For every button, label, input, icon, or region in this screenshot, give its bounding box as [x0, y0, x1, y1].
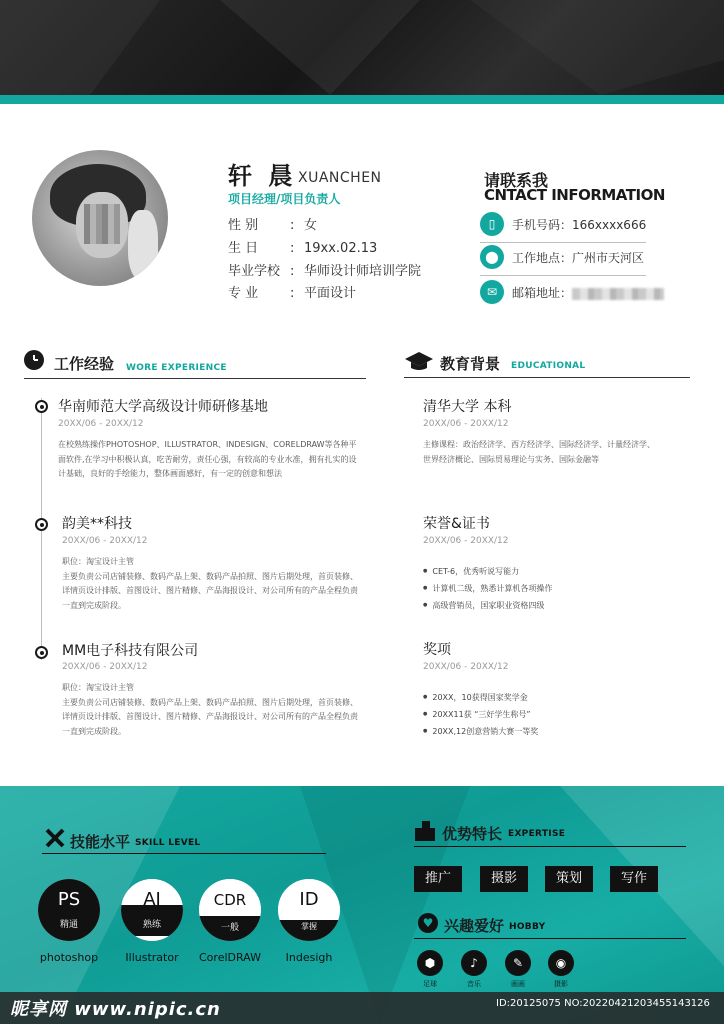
- music-icon: ♪: [461, 950, 487, 976]
- header-stripe: [0, 95, 724, 104]
- info-key: 毕业学校: [228, 264, 281, 279]
- job-name: MM电子科技有限公司: [62, 643, 199, 659]
- skill-abbr: AI: [143, 889, 161, 910]
- hobby-divider: [414, 938, 686, 939]
- info-row-gender: 性 别 : 女: [228, 214, 317, 233]
- tools-icon: [44, 827, 66, 849]
- school-name: 清华大学 本科: [423, 399, 512, 415]
- clock-icon: [24, 350, 44, 370]
- location-pin-icon: ⬤: [480, 245, 504, 269]
- contact-title: 请联系我: [484, 171, 549, 190]
- job-desc: 在校熟练操作PHOTOSHOP、ILLUSTRATOR、INDESIGN、CORELDRAW等各种平 面软件,在学习中积极认真，吃苦耐劳，责任心强，有较高的专业水准，拥有扎实的设 计基础，良好的手绘能力，整体画面感好，有一定的创意和想法: [58, 440, 357, 478]
- contact-address: [480, 245, 646, 276]
- skills-divider: [42, 853, 326, 854]
- skill-level: 熟练: [142, 920, 161, 930]
- info-value: 华师设计师培训学院: [304, 264, 422, 279]
- skill-level: 一般: [220, 923, 239, 933]
- hobby-item: [543, 950, 579, 989]
- name: 轩 晨: [228, 162, 297, 190]
- hobby-item: [500, 950, 536, 989]
- awards-list: [423, 692, 538, 743]
- job-date: 20XX/06 - 20XX/12: [62, 536, 148, 546]
- hobby-title: 兴趣爱好: [444, 917, 505, 935]
- info-key: 专 业: [228, 286, 259, 301]
- info-key: 性 别: [228, 218, 259, 233]
- timeline-dot: [35, 646, 48, 659]
- skill-abbr: ID: [299, 889, 319, 910]
- skill-name: Indesigh: [285, 951, 333, 964]
- header-texture: [0, 0, 724, 95]
- timeline-dot: [35, 400, 48, 413]
- education-divider: [404, 377, 690, 378]
- skill-badge-ps: [38, 879, 100, 941]
- honor-item: ● CET-6，优秀听说写能力: [423, 566, 552, 583]
- award-item: ● 20XX11获 “三好学生称号”: [423, 709, 538, 726]
- skill-name: photoshop: [39, 951, 99, 964]
- work-title: 工作经验: [54, 355, 115, 373]
- football-icon: ⬢: [417, 950, 443, 976]
- contact-email-label: 邮箱地址：: [512, 286, 573, 300]
- hobby-label: 摄影: [554, 980, 568, 988]
- hobby-label: 画画: [511, 980, 525, 988]
- contact-phone-text: 手机号码：166xxxx666: [512, 218, 647, 232]
- honors-date: 20XX/06 - 20XX/12: [423, 536, 509, 546]
- contact-email: [480, 280, 646, 310]
- education-title: 教育背景: [440, 355, 501, 373]
- expertise-title-en: EXPERTISE: [508, 829, 566, 839]
- hobby-item: [412, 950, 448, 989]
- contact-address-text: 工作地点：广州市天河区: [512, 251, 645, 265]
- info-key: 生 日: [228, 241, 259, 256]
- avatar: [32, 150, 168, 286]
- header-band: [0, 0, 724, 95]
- puzzle-icon: [414, 820, 436, 842]
- info-row-major: 专 业 : 平面设计: [228, 282, 356, 301]
- honor-item: ● 高级营销员，国家职业资格四级: [423, 600, 552, 617]
- award-item: ● 20XX,12创意营销大赛一等奖: [423, 726, 538, 743]
- skill-badge-id: [278, 879, 340, 941]
- skill-level: 掌握: [301, 922, 317, 931]
- watermark-logo: 昵享网 www.nipic.cn: [10, 999, 221, 1020]
- honors-title: 荣誉&证书: [423, 516, 490, 532]
- job-desc: 职位：淘宝设计主管 主要负责公司店铺装修、数码产品上架、数码产品拍照、图片后期处理，首页装修、 详情页设计排版、首图设计、图片精修、产品海报设计、对公司所有的产品全程负责 一直到完成阶段。: [62, 557, 358, 610]
- expertise-divider: [414, 846, 686, 847]
- work-title-en: WORE EXPERIENCE: [126, 363, 227, 373]
- timeline-dot: [35, 518, 48, 531]
- info-value: 19xx.02.13: [304, 241, 378, 256]
- job-date: 20XX/06 - 20XX/12: [58, 419, 144, 429]
- phone-icon: ▯: [480, 212, 504, 236]
- job-title: 项目经理/项目负责人: [228, 192, 341, 206]
- skills-title-en: SKILL LEVEL: [135, 838, 201, 848]
- info-row-school: 毕业学校 : 华师设计师培训学院: [228, 260, 421, 279]
- honor-item: ● 计算机二级，熟悉计算机各项操作: [423, 583, 552, 600]
- footer-texture: [0, 786, 724, 1024]
- contact-phone: [480, 212, 646, 243]
- info-value: 女: [304, 218, 318, 233]
- hobby-label: 音乐: [467, 980, 481, 988]
- skill-level: 精通: [59, 920, 78, 930]
- name-english: XUANCHEN: [298, 170, 382, 186]
- skill-abbr: PS: [57, 889, 81, 910]
- award-item: ● 20XX，10获得国家奖学金: [423, 692, 538, 709]
- skill-badge-ai: [121, 879, 183, 941]
- expertise-title: 优势特长: [442, 825, 503, 843]
- job-date: 20XX/06 - 20XX/12: [62, 662, 148, 672]
- info-row-birthday: 生 日 : 19xx.02.13: [228, 237, 377, 256]
- hobby-item: [456, 950, 492, 989]
- awards-title: 奖项: [423, 642, 451, 658]
- expertise-tag: 摄影: [480, 866, 528, 892]
- skill-name: CorelDRAW: [199, 951, 261, 964]
- skill-abbr: CDR: [213, 891, 247, 909]
- expertise-tag: 推广: [414, 866, 462, 892]
- job-desc: 职位：淘宝设计主管 主要负责公司店铺装修、数码产品上架、数码产品拍照、图片后期处理，首页装修、 详情页设计排版、首图设计、图片精修、产品海报设计、对公司所有的产品全程负责 一直到完成阶段。: [62, 683, 358, 736]
- skill-badge-cdr: [199, 879, 261, 941]
- footer-band: [0, 786, 724, 1024]
- job-name: 韵美**科技: [62, 516, 132, 532]
- camera-icon: ◉: [548, 950, 574, 976]
- watermark-id: ID:20125075 NO:20220421203455143126: [496, 998, 710, 1009]
- email-blurred: [572, 288, 664, 300]
- heart-icon: ♥: [418, 913, 438, 933]
- contact-subtitle: CNTACT INFORMATION: [484, 186, 665, 204]
- graduation-cap-icon: [404, 350, 434, 372]
- job-name: 华南师范大学高级设计师研修基地: [58, 399, 268, 415]
- education-title-en: EDUCATIONAL: [511, 361, 586, 371]
- mail-icon: ✉: [480, 280, 504, 304]
- courses: 主修课程：政治经济学、西方经济学、国际经济学、计量经济学、 世界经济概论、国际贸易理论与实务、国际金融等: [423, 440, 655, 464]
- work-divider: [24, 378, 366, 379]
- honors-list: [423, 566, 552, 617]
- school-date: 20XX/06 - 20XX/12: [423, 419, 509, 429]
- skill-name: Illustrator: [125, 951, 179, 964]
- hobby-title-en: HOBBY: [509, 922, 546, 932]
- skills-title: 技能水平: [70, 833, 131, 851]
- palette-icon: ✎: [505, 950, 531, 976]
- info-value: 平面设计: [304, 286, 357, 301]
- awards-date: 20XX/06 - 20XX/12: [423, 662, 509, 672]
- hobby-label: 足球: [423, 980, 437, 988]
- expertise-tag: 策划: [545, 866, 593, 892]
- expertise-tag: 写作: [610, 866, 658, 892]
